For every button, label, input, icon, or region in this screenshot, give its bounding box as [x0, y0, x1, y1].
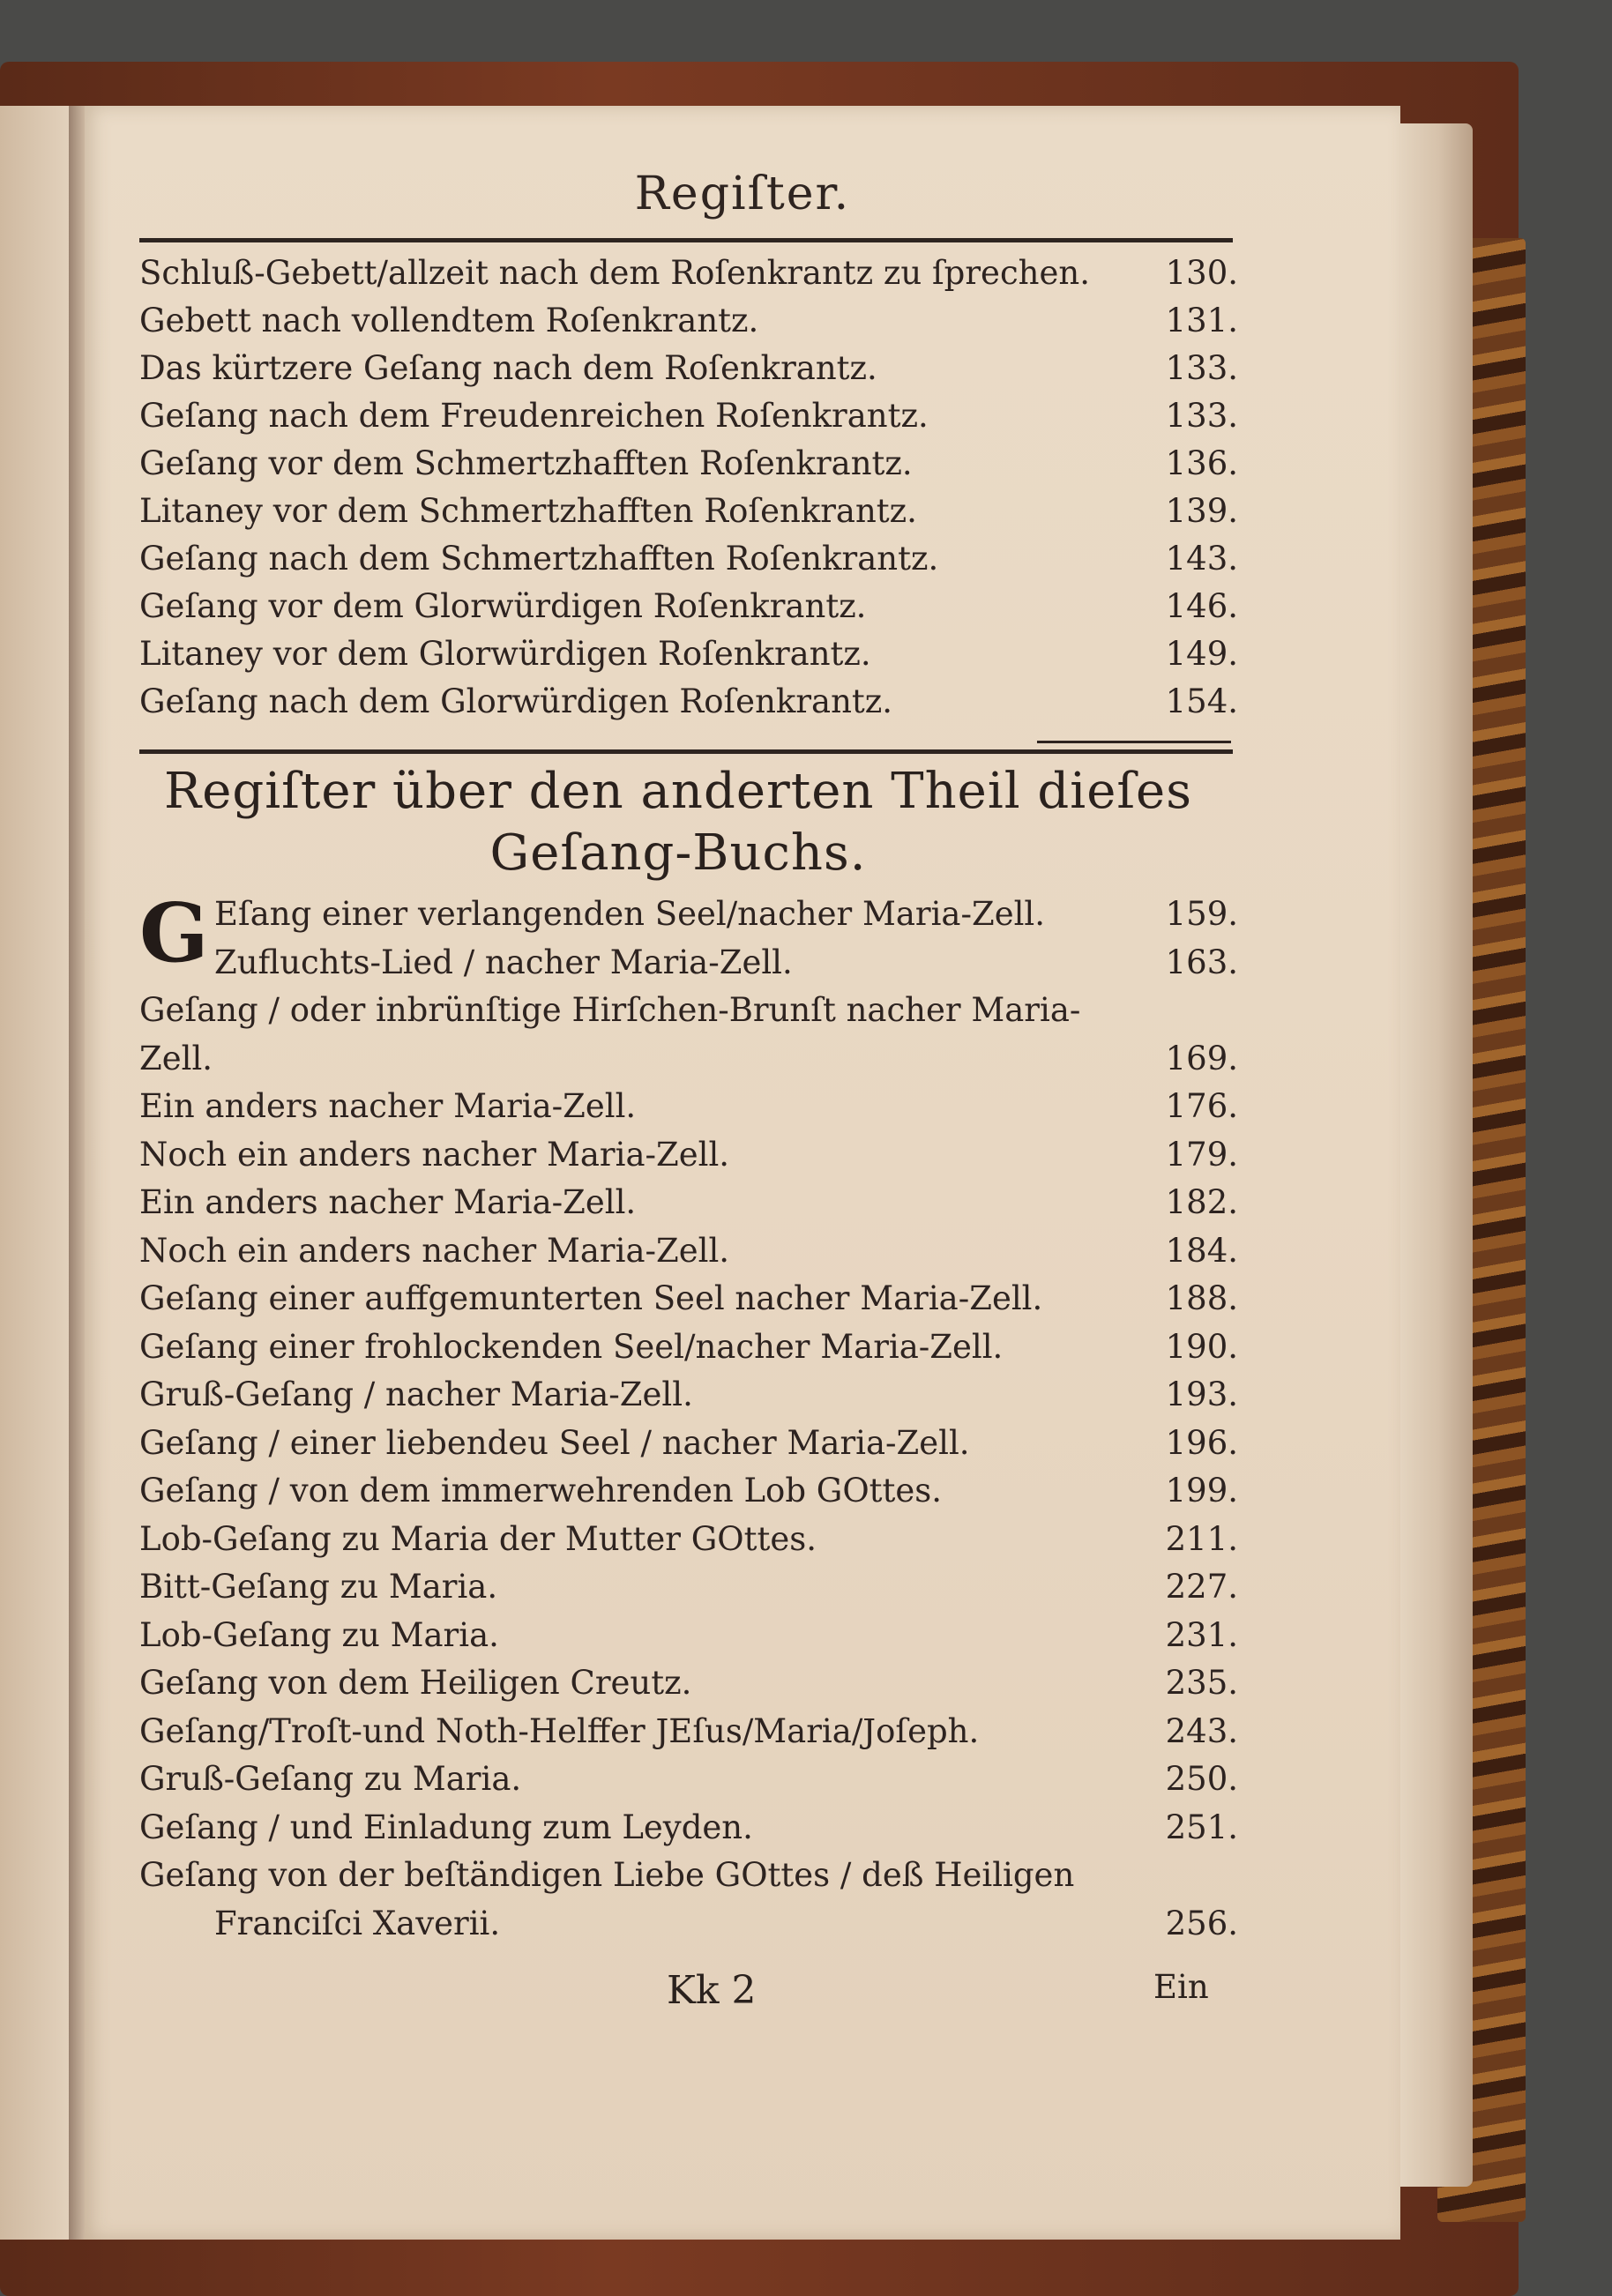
entry-page-number: 163.	[1165, 943, 1238, 981]
entry-page-number: 251.	[1165, 1808, 1238, 1846]
entry-title: Das kürtzere Geſang nach dem Roſenkrantz.	[139, 349, 877, 387]
entry-title: Geſang nach dem Schmertzhafften Roſenkrantz.	[139, 540, 939, 578]
entry-title: Ein anders nacher Maria-Zell.	[139, 1087, 637, 1125]
register-entry	[139, 1328, 1238, 1372]
entry-page-number: 133.	[1165, 397, 1238, 435]
register-entry	[139, 1472, 1238, 1516]
page-heading: Regiſter.	[634, 168, 851, 220]
entry-page-number: 227.	[1165, 1568, 1238, 1606]
entry-title: Geſang einer frohlockenden Seel/nacher Maria-Zell.	[139, 1327, 1004, 1366]
entry-title: Geſang von der beſtändigen Liebe GOttes / deß Heiligen	[139, 1856, 1075, 1894]
register-entry	[139, 895, 1238, 939]
entry-page-number: 130.	[1165, 254, 1238, 292]
entry-page-number: 188.	[1165, 1279, 1238, 1317]
register-entry	[139, 682, 1238, 727]
left-page-edge	[0, 106, 69, 2240]
entry-page-number: 256.	[1165, 1904, 1238, 1942]
section-title-line2: Geſang-Buchs.	[489, 824, 867, 882]
entry-page-number: 211.	[1165, 1519, 1238, 1558]
heading-rule	[139, 238, 1233, 242]
entry-title: Gruß-Geſang / nacher Maria-Zell.	[139, 1375, 693, 1413]
register-entry	[139, 444, 1238, 488]
register-entry	[139, 991, 1238, 1035]
entry-page-number: 143.	[1165, 540, 1238, 578]
register-entry	[139, 1808, 1238, 1852]
entry-page-number: 131.	[1165, 302, 1238, 339]
entry-page-number: 184.	[1165, 1231, 1238, 1270]
entry-page-number: 182.	[1165, 1183, 1238, 1221]
register-entry	[139, 1136, 1238, 1180]
register-entry	[139, 1520, 1238, 1564]
entry-page-number: 139.	[1165, 492, 1238, 530]
catchword: Ein	[1153, 1968, 1209, 2006]
entry-title: Eſang einer verlangenden Seel/nacher Maria-Zell.	[214, 895, 1046, 933]
entry-title: Bitt-Geſang zu Maria.	[139, 1568, 498, 1606]
entry-title: Lob-Geſang zu Maria der Mutter GOttes.	[139, 1519, 817, 1558]
entry-title: Zufluchts-Lied / nacher Maria-Zell.	[214, 943, 793, 981]
entry-page-number: 235.	[1165, 1664, 1238, 1702]
section-title-line1: Regiſter über den anderten Theil dieſes	[164, 763, 1192, 820]
entry-page-number: 154.	[1165, 682, 1238, 720]
entry-title: Zell.	[139, 1039, 213, 1077]
entry-title: Gruß-Geſang zu Maria.	[139, 1760, 522, 1798]
entry-title: Geſang nach dem Glorwürdigen Roſenkrantz.	[139, 682, 893, 720]
register-entry	[139, 397, 1238, 441]
entry-page-number: 179.	[1165, 1135, 1238, 1174]
entry-title: Geſang von dem Heiligen Creutz.	[139, 1664, 692, 1702]
entry-page-number: 169.	[1165, 1039, 1238, 1077]
register-entry	[139, 349, 1238, 393]
entry-title: Geſang / oder inbrünſtige Hirſchen-Brunſt nacher Maria-	[139, 991, 1081, 1029]
entry-title: Geſang / einer liebendeu Seel / nacher Maria-Zell.	[139, 1423, 970, 1462]
register-entry	[139, 1712, 1238, 1756]
entry-title: Geſang/Troſt-und Noth-Helffer JEſus/Maria/Joſeph.	[139, 1711, 980, 1750]
register-entry	[139, 1279, 1238, 1323]
register-entry	[139, 1040, 1238, 1084]
entry-title: Geſang vor dem Schmertzhafften Roſenkrantz.	[139, 444, 913, 482]
entry-page-number: 250.	[1165, 1760, 1238, 1798]
register-entry	[139, 1856, 1238, 1900]
register-entry	[139, 1664, 1238, 1708]
entry-title: Franciſci Xaverii.	[214, 1904, 501, 1942]
entry-page-number: 193.	[1165, 1375, 1238, 1413]
register-entry	[139, 1760, 1238, 1804]
entry-page-number: 199.	[1165, 1472, 1238, 1510]
entry-title: Noch ein anders nacher Maria-Zell.	[139, 1135, 730, 1174]
register-entry	[139, 540, 1238, 584]
entry-title: Ein anders nacher Maria-Zell.	[139, 1183, 637, 1221]
drop-cap: G	[139, 885, 209, 980]
register-entry	[139, 635, 1238, 679]
entry-title: Geſang vor dem Glorwürdigen Roſenkrantz.	[139, 587, 867, 625]
section-rule	[139, 749, 1233, 754]
entry-title: Noch ein anders nacher Maria-Zell.	[139, 1231, 730, 1270]
entry-page-number: 196.	[1165, 1423, 1238, 1462]
entry-page-number: 136.	[1165, 444, 1238, 482]
register-entry	[139, 1232, 1238, 1276]
entry-page-number: 159.	[1165, 895, 1238, 933]
entry-title: Schluß-Gebett/allzeit nach dem Roſenkrantz zu ſprechen.	[139, 254, 1090, 292]
list-end-rule	[1037, 741, 1231, 743]
entry-page-number: 190.	[1165, 1327, 1238, 1366]
book-page	[85, 106, 1400, 2240]
register-entry	[139, 492, 1238, 536]
register-entry	[139, 1087, 1238, 1131]
register-entry	[139, 1424, 1238, 1468]
register-entry	[139, 1375, 1238, 1420]
entry-title: Geſang einer auffgemunterten Seel nacher Maria-Zell.	[139, 1279, 1043, 1317]
signature-mark: Kk 2	[667, 1968, 757, 2013]
register-entry	[139, 943, 1238, 988]
entry-page-number: 176.	[1165, 1087, 1238, 1125]
entry-title: Lob-Geſang zu Maria.	[139, 1615, 499, 1654]
entry-page-number: 133.	[1165, 349, 1238, 387]
register-entry	[139, 1616, 1238, 1660]
entry-title: Geſang / und Einladung zum Leyden.	[139, 1808, 753, 1846]
entry-title: Litaney vor dem Glorwürdigen Roſenkrantz.	[139, 635, 871, 673]
entry-page-number: 149.	[1165, 635, 1238, 673]
entry-title: Geſang / von dem immerwehrenden Lob GOttes.	[139, 1472, 943, 1510]
entry-page-number: 243.	[1165, 1711, 1238, 1750]
register-entry	[139, 1905, 1238, 1949]
entry-title: Geſang nach dem Freudenreichen Roſenkrantz.	[139, 397, 929, 435]
register-entry	[139, 254, 1238, 298]
entry-page-number: 146.	[1165, 587, 1238, 625]
entry-title: Gebett nach vollendtem Roſenkrantz.	[139, 302, 759, 339]
register-entry	[139, 587, 1238, 631]
entry-title: Litaney vor dem Schmertzhafften Roſenkrantz.	[139, 492, 917, 530]
register-entry	[139, 1568, 1238, 1612]
register-entry	[139, 302, 1238, 346]
register-entry	[139, 1183, 1238, 1227]
entry-page-number: 231.	[1165, 1615, 1238, 1654]
